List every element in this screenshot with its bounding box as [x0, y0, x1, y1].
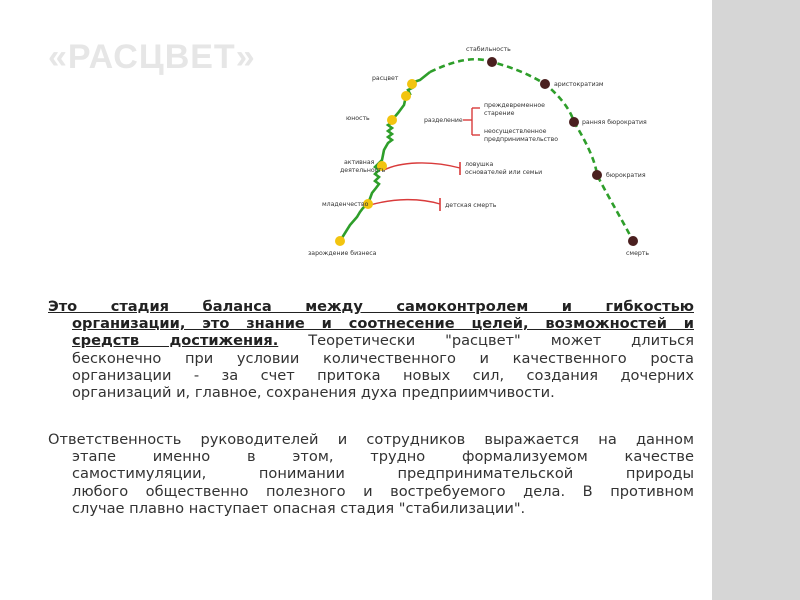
label-flourishing: расцвет	[372, 75, 399, 82]
label-infancy: младенчество	[322, 201, 369, 208]
label-active-1: активная	[344, 159, 375, 166]
label-trap-premature-1: преждевременное	[484, 102, 545, 109]
growth-curve	[340, 72, 430, 241]
label-active-2: деятельность	[340, 167, 386, 174]
label-separation: разделение	[424, 117, 463, 124]
paragraph1-line5: организации - за счет притока новых сил, создания дочерних	[72, 366, 694, 384]
paragraph1-line2: организации, это знание и соотнесение целей, возможностей и	[72, 315, 694, 333]
label-birth: зарождение бизнеса	[308, 250, 377, 257]
paragraph1-line6: организаций и, главное, сохранения духа предприимчивости.	[72, 384, 555, 402]
node-youth	[387, 115, 397, 125]
label-trap-unrealized-1: неосуществленное	[484, 128, 547, 135]
label-stability: стабильность	[466, 46, 511, 53]
label-death: смерть	[626, 250, 650, 257]
label-trap-premature-2: старение	[484, 110, 515, 117]
slide-title: «РАСЦВЕТ»	[48, 38, 256, 76]
label-trap-infant-death: детская смерть	[445, 202, 497, 209]
paragraph-flourishing-definition	[48, 298, 694, 401]
paragraph2-line3: самостимуляции, понимании предпринимательской природы	[72, 465, 694, 483]
paragraph1-line3-bold: средств достижения.	[72, 332, 279, 350]
label-trap-unrealized-2: предпринимательство	[484, 136, 559, 143]
node-birth	[335, 236, 345, 246]
paragraph2-line1: Ответственность руководителей и сотрудников выражается на данном	[48, 431, 694, 448]
paragraph1-line1: Это стадия баланса между самоконтролем и гибкостью	[48, 298, 694, 315]
paragraph2-line5: случае плавно наступает опасная стадия "стабилизации".	[72, 499, 526, 517]
label-aristocracy: аристократизм	[554, 81, 604, 88]
node-death	[628, 236, 638, 246]
label-youth: юность	[346, 115, 370, 122]
label-bureaucracy: бюрократия	[606, 172, 646, 179]
node-bureaucracy	[592, 170, 602, 180]
trap-arrow-founder	[384, 163, 460, 170]
paragraph2-line2: этапе именно в этом, трудно формализуемом качестве	[72, 448, 694, 466]
label-trap-founder-1: ловушка	[465, 161, 494, 168]
node-aristocracy	[540, 79, 550, 89]
paragraph1-line3-rest: Теоретически "расцвет" может длиться	[278, 332, 694, 350]
paragraph1-line4: бесконечно при условии количественного и качественного роста	[72, 349, 694, 367]
paragraph-responsibility	[48, 431, 694, 517]
paragraph1-line3	[48, 332, 694, 349]
node-flourishing	[407, 79, 417, 89]
label-early-bureaucracy: ранняя бюрократия	[582, 119, 647, 126]
node-early-bureaucracy	[569, 117, 579, 127]
trap-arrow-infant-death	[370, 200, 440, 205]
node-stability	[487, 57, 497, 67]
paragraph2-line4: любого общественно полезного и востребуемого дела. В противном	[72, 482, 694, 500]
node-separation	[401, 91, 411, 101]
label-trap-founder-2: основателей или семьи	[465, 169, 543, 176]
